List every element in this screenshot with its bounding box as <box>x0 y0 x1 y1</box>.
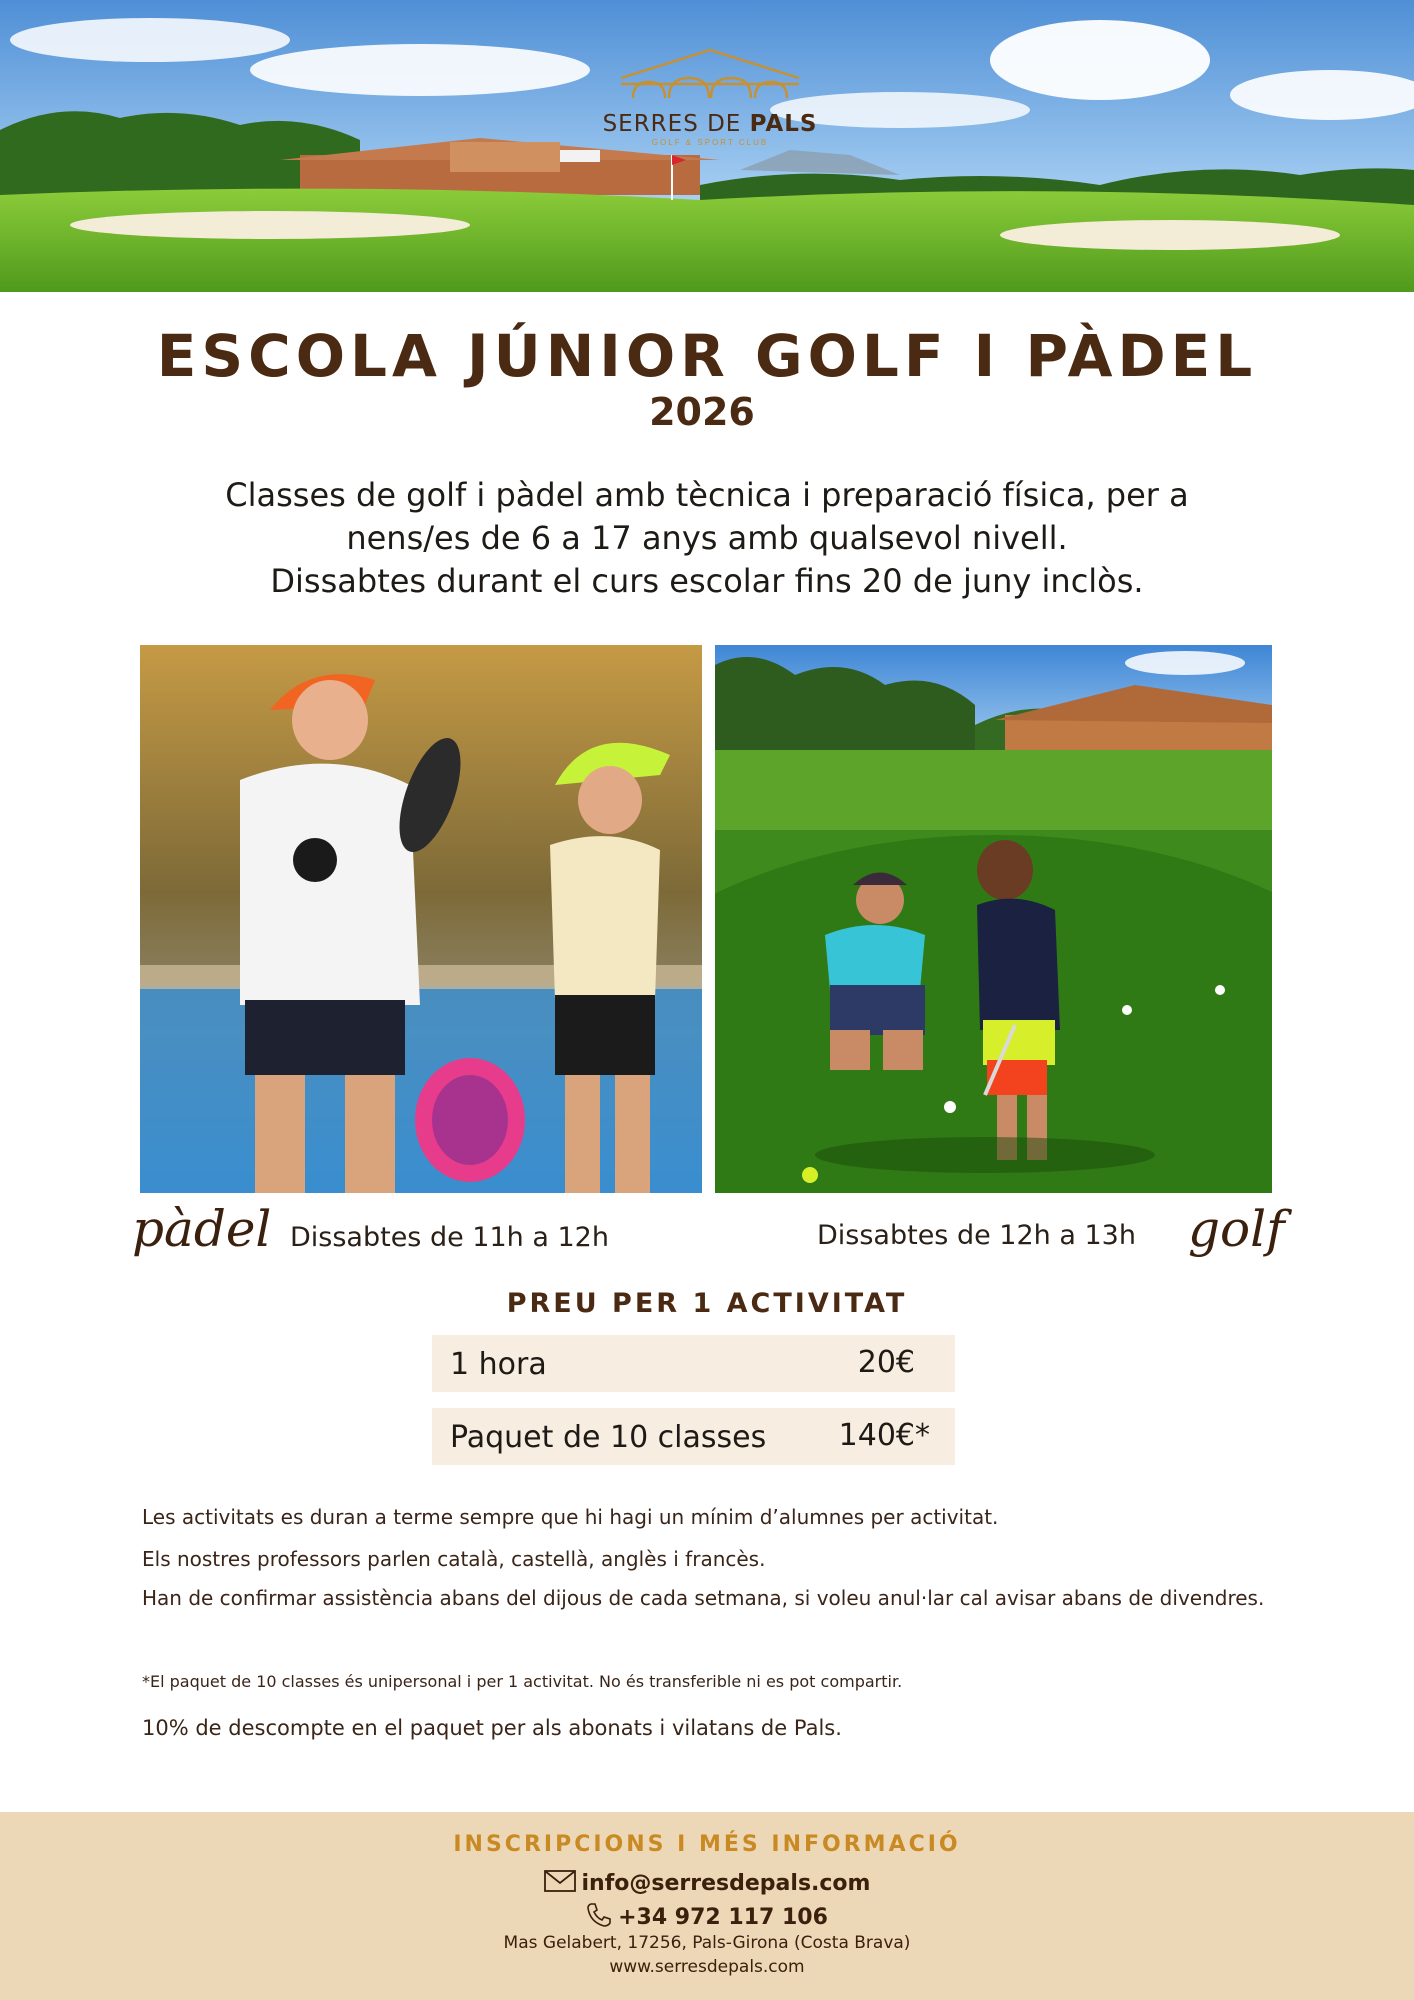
intro-line: Dissabtes durant el curs escolar fins 20 de juny inclòs. <box>270 562 1144 600</box>
golf-label: golf <box>1188 1200 1285 1258</box>
golf-photo <box>715 645 1272 1193</box>
arches-logo-icon <box>615 46 805 102</box>
brand-name-light: SERRES DE <box>602 111 750 137</box>
price-row-label: Paquet de 10 classes <box>450 1420 767 1455</box>
discount-note: 10% de descompte en el paquet per als abonats i vilatans de Pals. <box>142 1716 842 1740</box>
price-row <box>432 1335 955 1392</box>
price-row-value: 20€ <box>857 1345 915 1380</box>
intro-line: Classes de golf i pàdel amb tècnica i preparació física, per a <box>225 476 1189 514</box>
price-heading: PREU PER 1 ACTIVITAT <box>506 1288 908 1319</box>
email-line <box>0 1870 1414 1898</box>
padel-photo <box>140 645 702 1193</box>
note-languages: Els nostres professors parlen català, castellà, anglès i francès. <box>142 1547 766 1571</box>
golf-schedule: Dissabtes de 12h a 13h <box>817 1220 1136 1251</box>
brand-name <box>560 111 860 137</box>
footnote: *El paquet de 10 classes és unipersonal i per 1 activitat. No és transferible ni es pot compartir. <box>142 1672 903 1691</box>
intro-text <box>120 474 1294 603</box>
website-link[interactable]: www.serresdepals.com <box>609 1957 805 1977</box>
address: Mas Gelabert, 17256, Pals-Girona (Costa Brava) <box>503 1933 911 1953</box>
envelope-icon <box>544 1870 576 1898</box>
note-minimum-students: Les activitats es duran a terme sempre que hi hagi un mínim d’alumnes per activitat. <box>142 1505 999 1529</box>
padel-label: pàdel <box>132 1200 272 1258</box>
price-row <box>432 1408 955 1465</box>
email-link[interactable]: info@serresdepals.com <box>581 1871 871 1896</box>
padel-schedule: Dissabtes de 11h a 12h <box>290 1222 609 1253</box>
phone-icon <box>586 1902 612 1934</box>
note-confirmation: Han de confirmar assistència abans del dijous de cada setmana, si voleu anul·lar cal avisar abans de divendres. <box>142 1586 1265 1610</box>
footer-heading: INSCRIPCIONS I MÉS INFORMACIÓ <box>453 1832 961 1857</box>
page-year: 2026 <box>649 390 755 434</box>
price-row-value: 140€* <box>838 1418 930 1453</box>
price-row-label: 1 hora <box>450 1347 547 1382</box>
page-title: ESCOLA JÚNIOR GOLF I PÀDEL <box>156 322 1258 390</box>
brand-tagline: GOLF & SPORT CLUB <box>651 138 769 147</box>
phone-line <box>0 1902 1414 1934</box>
intro-line: nens/es de 6 a 17 anys amb qualsevol nivell. <box>346 519 1068 557</box>
brand-name-bold: PALS <box>749 111 818 137</box>
phone-link[interactable]: +34 972 117 106 <box>618 1905 828 1930</box>
brand-logo <box>560 46 860 147</box>
